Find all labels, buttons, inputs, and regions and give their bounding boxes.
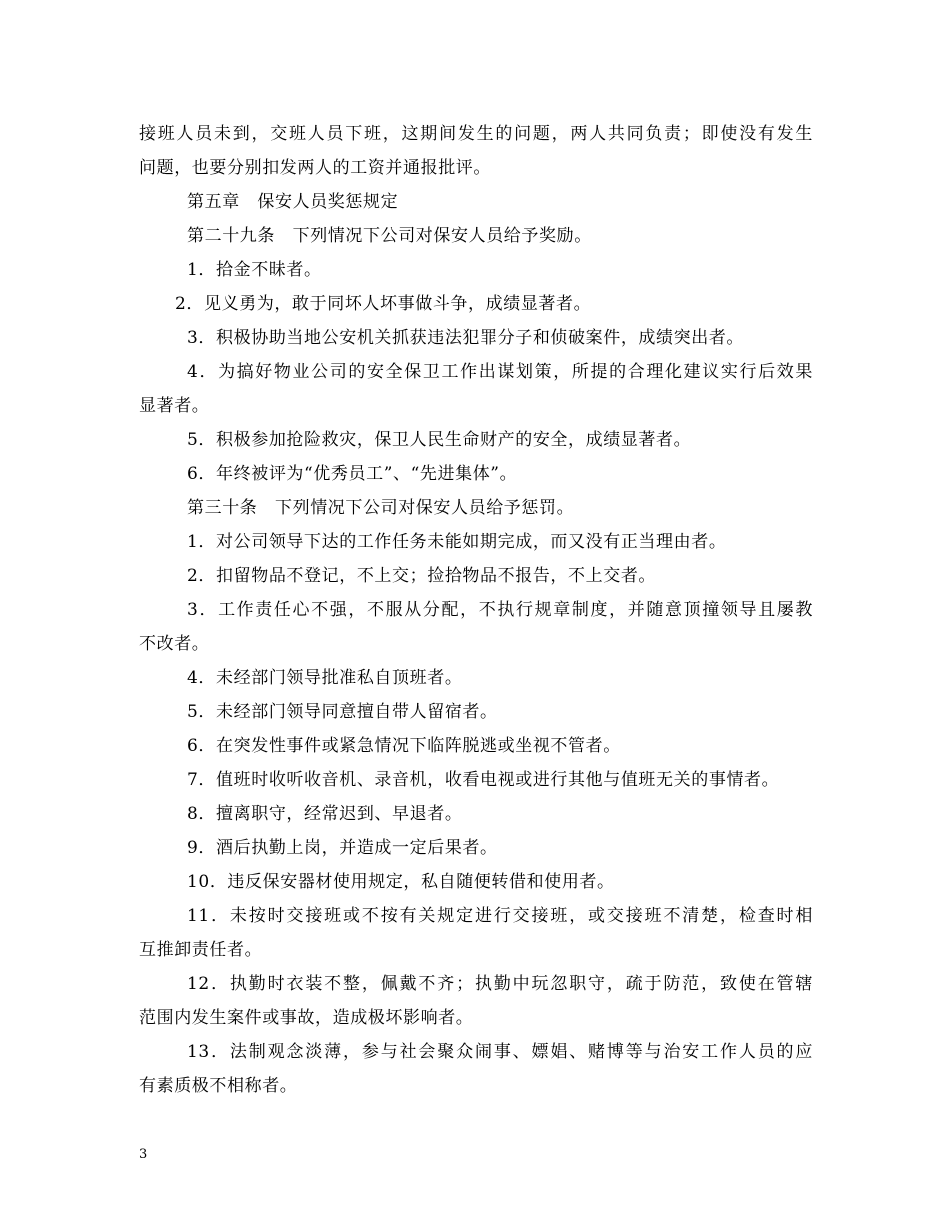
list-item: 5．未经部门领导同意擅自带人留宿者。: [187, 702, 498, 722]
chapter-heading: 第五章 保安人员奖惩规定: [187, 192, 399, 212]
list-item: 1．拾金不昧者。: [187, 260, 322, 280]
list-item: 5．积极参加抢险救灾，保卫人民生命财产的安全，成绩显著者。: [187, 430, 692, 450]
list-item: 2．见义勇为，敢于同坏人坏事做斗争，成绩显著者。: [175, 294, 592, 314]
list-item-continuation: 有素质极不相称者。: [139, 1076, 298, 1096]
list-item: 6．在突发性事件或紧急情况下临阵脱逃或坐视不管者。: [187, 736, 621, 756]
list-item: 7．值班时收听收音机、录音机，收看电视或进行其他与值班无关的事情者。: [187, 770, 780, 790]
list-item: 6．年终被评为“优秀员工”、“先进集体”。: [187, 464, 518, 484]
list-item: 4．为搞好物业公司的安全保卫工作出谋划策，所提的合理化建议实行后效果: [187, 362, 813, 382]
list-item-continuation: 互推卸责任者。: [139, 940, 263, 960]
list-item: 1．对公司领导下达的工作任务未能如期完成，而又没有正当理由者。: [187, 532, 727, 552]
list-item: 3．工作责任心不强，不服从分配，不执行规章制度，并随意顶撞领导且屡教: [187, 600, 813, 620]
page-number: 3: [139, 1147, 148, 1162]
article-heading: 第三十条 下列情况下公司对保安人员给予惩罚。: [187, 498, 575, 518]
list-item-continuation: 范围内发生案件或事故，造成极坏影响者。: [139, 1008, 474, 1028]
list-item-continuation: 不改者。: [139, 634, 210, 654]
list-item: 12．执勤时衣装不整，佩戴不齐；执勤中玩忽职守，疏于防范，致使在管辖: [187, 974, 813, 994]
paragraph-line: 接班人员未到，交班人员下班，这期间发生的问题，两人共同负责；即使没有发生: [139, 124, 813, 144]
list-item: 2．扣留物品不登记，不上交；捡拾物品不报告，不上交者。: [187, 566, 657, 586]
list-item-continuation: 显著者。: [139, 396, 210, 416]
list-item: 11．未按时交接班或不按有关规定进行交接班，或交接班不清楚，检查时相: [187, 906, 813, 926]
list-item: 3．积极协助当地公安机关抓获违法犯罪分子和侦破案件，成绩突出者。: [187, 328, 745, 348]
list-item: 8．擅离职守，经常迟到、早退者。: [187, 804, 463, 824]
list-item: 10．违反保安器材使用规定，私自随便转借和使用者。: [187, 872, 615, 892]
document-body: [139, 117, 813, 1103]
list-item: 13．法制观念淡薄，参与社会聚众闹事、嫖娼、赌博等与治安工作人员的应: [187, 1042, 813, 1062]
list-item: 9．酒后执勤上岗，并造成一定后果者。: [187, 838, 498, 858]
paragraph-line: 问题，也要分别扣发两人的工资并通报批评。: [139, 158, 491, 178]
list-item: 4．未经部门领导批准私自顶班者。: [187, 668, 463, 688]
article-heading: 第二十九条 下列情况下公司对保安人员给予奖励。: [187, 226, 592, 246]
